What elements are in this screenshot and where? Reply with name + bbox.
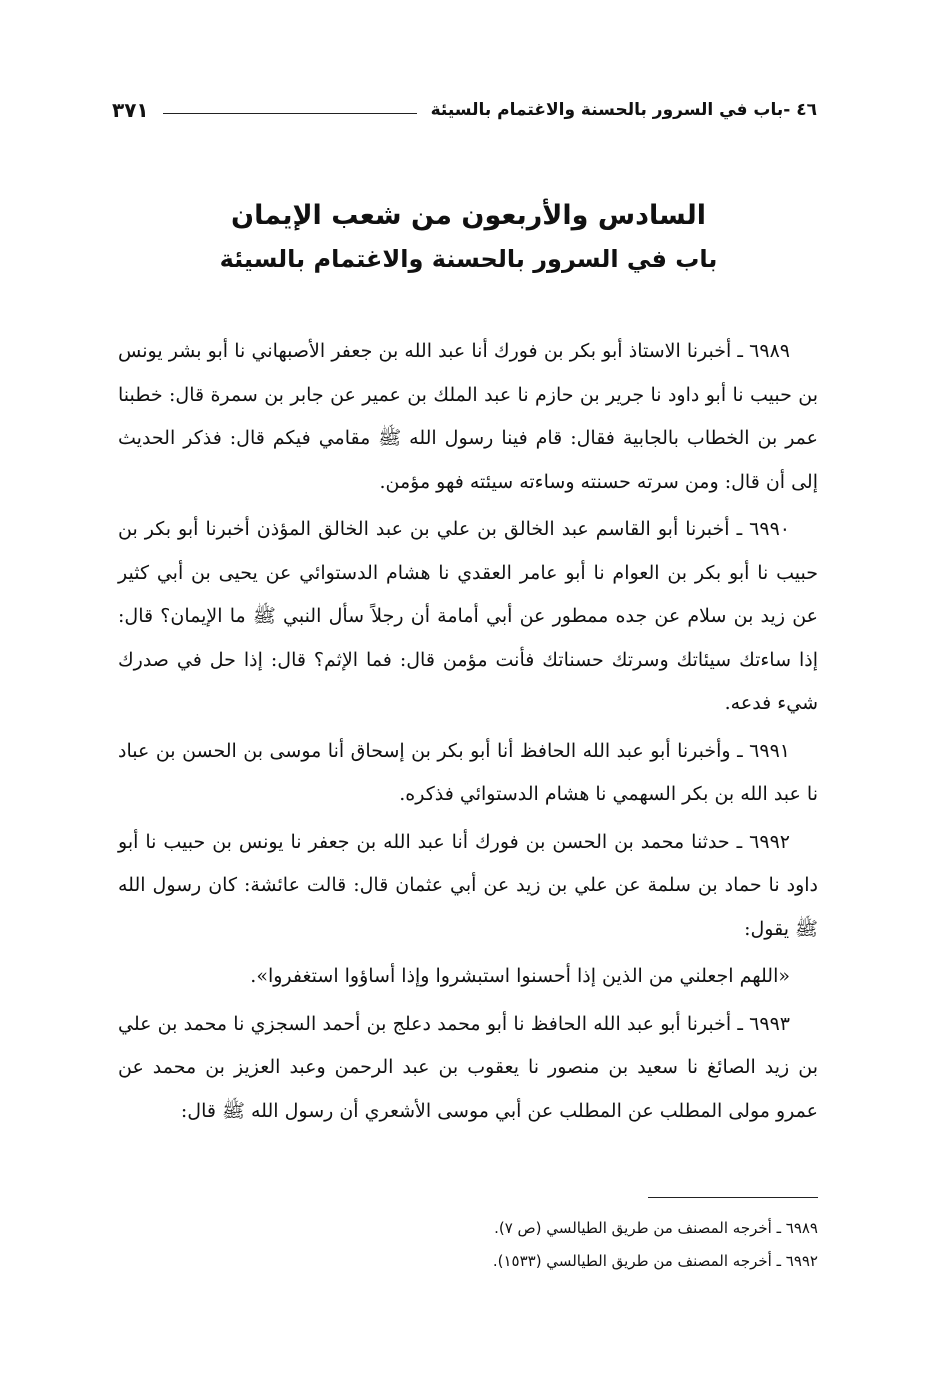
hadith-6991: ٦٩٩١ ـ وأخبرنا أبو عبد الله الحافظ أنا أبو بكر بن إسحاق أنا موسى بن الحسن بن عباد نا عبد الله بن بكر السهمي نا هشام الدستوائي فذكره. <box>118 739 818 805</box>
page-number: ٣٧١ <box>112 98 149 122</box>
footnote-6989: ٦٩٨٩ ـ أخرجه المصنف من طريق الطيالسي (ص ٧). <box>494 1219 818 1237</box>
body-text <box>118 330 818 1137</box>
hadith-6990: ٦٩٩٠ ـ أخبرنا أبو القاسم عبد الخالق بن علي بن عبد الخالق المؤذن أخبرنا أبو بكر بن حبيب نا أبو بكر بن العوام نا أبو عامر العقدي نا هشام الدستوائي عن يحيى بن أبي كثير عن زيد بن سلام عن جده ممطور عن أبي أمامة أن رجلاً سأل النبي ﷺ ما الإيمان؟ قال: إذا ساءتك سيئاتك وسرتك حسناتك فأنت مؤمن قال: فما الإثم؟ قال: إذا حل في صدرك شيء فدعه. <box>118 518 818 714</box>
running-title: ٤٦ -باب في السرور بالحسنة والاغتمام بالسيئة <box>430 100 817 120</box>
chapter-heading <box>0 193 937 279</box>
footnote-6992: ٦٩٩٢ ـ أخرجه المصنف من طريق الطيالسي (١٥٣٣). <box>492 1252 818 1270</box>
hadith-6989: ٦٩٨٩ ـ أخبرنا الاستاذ أبو بكر بن فورك أنا عبد الله بن جعفر الأصبهاني نا أبو بشر يونس بن حبيب نا أبو داود نا جرير بن حازم نا عبد الملك بن عمير عن جابر بن سمرة قال: خطبنا عمر بن الخطاب بالجابية فقال: قام فينا رسول الله ﷺ مقامي فيكم قال: فذكر الحديث إلى أن قال: ومن سرته حسنته وساءته سيئته فهو مؤمن. <box>118 340 818 493</box>
chapter-title: السادس والأربعون من شعب الإيمان <box>231 200 706 231</box>
hadith-6993: ٦٩٩٣ ـ أخبرنا أبو عبد الله الحافظ نا أبو محمد دعلج بن أحمد السجزي نا محمد بن علي بن زيد الصائغ نا سعيد بن منصور نا يعقوب بن عبد الرحمن وعبد العزيز بن محمد عن عمرو مولى المطلب عن المطلب عن أبي موسى الأشعري أن رسول الله ﷺ قال: <box>118 1012 818 1122</box>
footnotes <box>118 1212 818 1278</box>
footnote-rule <box>648 1197 818 1198</box>
chapter-subtitle: باب في السرور بالحسنة والاغتمام بالسيئة <box>219 245 718 273</box>
running-header <box>112 92 817 128</box>
hadith-6992-quote: «اللهم اجعلني من الذين إذا أحسنوا استبشروا وإذا أساؤوا استغفروا». <box>250 965 790 987</box>
header-rule <box>163 113 417 114</box>
hadith-6992: ٦٩٩٢ ـ حدثنا محمد بن الحسن بن فورك أنا عبد الله بن جعفر نا يونس بن حبيب نا أبو داود نا حماد بن سلمة عن علي بن زيد عن أبي عثمان قال: قالت عائشة: كان رسول الله ﷺ يقول: <box>118 830 818 940</box>
